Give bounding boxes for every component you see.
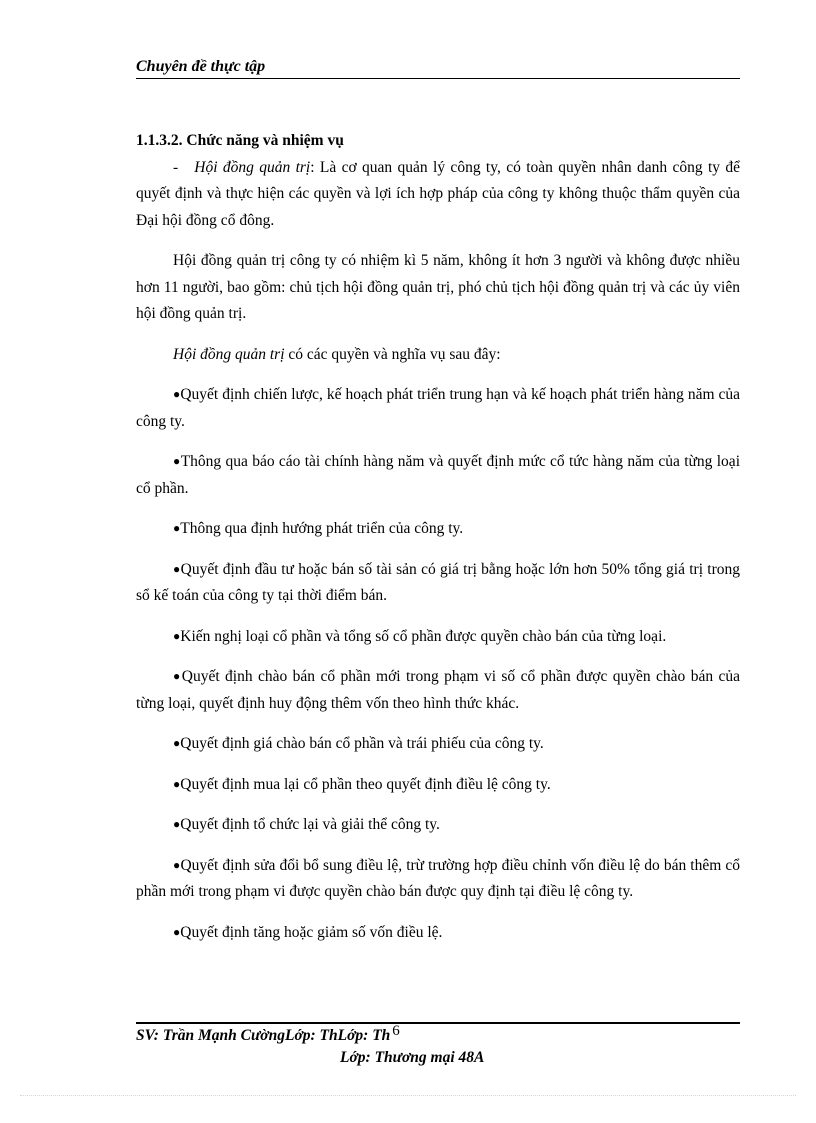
header-title: Chuyên đề thực tập: [136, 58, 266, 75]
page-number: 6: [392, 1023, 400, 1039]
term-board: Hội đồng quản trị: [173, 345, 285, 363]
list-item-text: Quyết định tăng hoặc giảm số vốn điều lệ.: [180, 923, 443, 941]
bullet-icon: ●: [173, 736, 181, 750]
page-footer: [136, 1025, 740, 1069]
paragraph-board-term: Hội đồng quản trị công ty có nhiệm kì 5 năm, không ít hơn 3 người và không được nhiều hơn 11 người, bao gồm: chủ tịch hội đồng quản trị, phó chủ tịch hội đồng quản trị và các ủy viên hội đồng quản trị.: [136, 252, 740, 322]
paragraph-text: có các quyền và nghĩa vụ sau đây:: [284, 345, 501, 363]
term-board: Hội đồng quản trị: [194, 158, 311, 176]
page-header: [136, 57, 740, 77]
paragraph-text: : Là cơ quan quản lý công ty, có toàn quyền nhân danh công ty để quyết định và thực hiện các quyền và lợi ích hợp pháp của công ty không thuộc thẩm quyền của Đại hội đồng cổ đông.: [136, 158, 740, 229]
bullet-icon: ●: [173, 924, 181, 939]
list-item-text: Quyết định sửa đổi bổ sung điều lệ, trừ trường hợp điều chỉnh vốn điều lệ do bán thêm cổ phần mới trong phạm vi được quyền chào bán được quy định tại điều lệ công ty.: [136, 856, 741, 900]
list-item: [136, 516, 740, 543]
list-item: [136, 731, 740, 758]
list-item-text: Kiến nghị loại cổ phần và tổng số cổ phần được quyền chào bán của từng loại.: [180, 627, 667, 645]
bullet-icon: ●: [173, 561, 181, 576]
bullet-icon: ●: [173, 857, 181, 872]
list-item-text: Quyết định tổ chức lại và giải thể công ty.: [180, 816, 440, 833]
footer-student: SV: Trần Mạnh CườngLớp: ThLớp: Th: [136, 1027, 391, 1044]
section-title: 1.1.3.2. Chức năng và nhiệm vụ: [136, 132, 344, 149]
list-item-text: Quyết định đầu tư hoặc bán số tài sản có giá trị bằng hoặc lớn hơn 50% tổng giá trị trong sổ kế toán của công ty tại thời điểm bán.: [136, 560, 740, 604]
document-body: [136, 128, 740, 946]
list-item-text: Quyết định chào bán cổ phần mới trong phạm vi số cổ phần được quyền chào bán của từng loại, quyết định huy động thêm vốn theo hình thức khác.: [136, 668, 740, 712]
footer-class: Lớp: Thương mại 48A: [340, 1049, 485, 1066]
bullet-icon: ●: [173, 454, 181, 468]
list-item: [136, 382, 740, 435]
bullet-icon: ●: [173, 817, 181, 831]
bullet-icon: ●: [173, 387, 181, 401]
bullet-icon: ●: [173, 628, 181, 643]
list-item: [136, 664, 740, 717]
list-item-text: Quyết định mua lại cổ phần theo quyết định điều lệ công ty.: [180, 775, 551, 793]
list-item: [136, 557, 740, 610]
list-item-text: Thông qua định hướng phát triển của công ty.: [180, 520, 464, 537]
list-item: [136, 772, 740, 799]
paragraph-board-rights: [136, 342, 740, 369]
list-item: [136, 449, 740, 502]
list-item: [136, 812, 740, 839]
header-divider: [136, 78, 740, 79]
list-item: [136, 853, 740, 906]
bullet-icon: ●: [173, 521, 181, 535]
list-item: [136, 920, 740, 947]
footer-line-1: [136, 1025, 740, 1047]
list-item-text: Thông qua báo cáo tài chính hàng năm và quyết định mức cổ tức hàng năm của từng loại cổ phần.: [136, 453, 740, 497]
paragraph-board-definition: [136, 155, 740, 235]
list-item-text: Quyết định chiến lược, kế hoạch phát triển trung hạn và kế hoạch phát triển hàng năm của công ty.: [136, 386, 740, 430]
list-item: [136, 624, 740, 651]
list-dash: -: [173, 158, 179, 176]
page-edge-dots: [20, 1095, 796, 1096]
list-item-text: Quyết định giá chào bán cổ phần và trái phiếu của công ty.: [180, 735, 544, 752]
bullet-icon: ●: [173, 669, 182, 683]
bullet-icon: ●: [173, 776, 181, 791]
footer-divider: [136, 1022, 740, 1024]
rights-list: [136, 382, 740, 946]
